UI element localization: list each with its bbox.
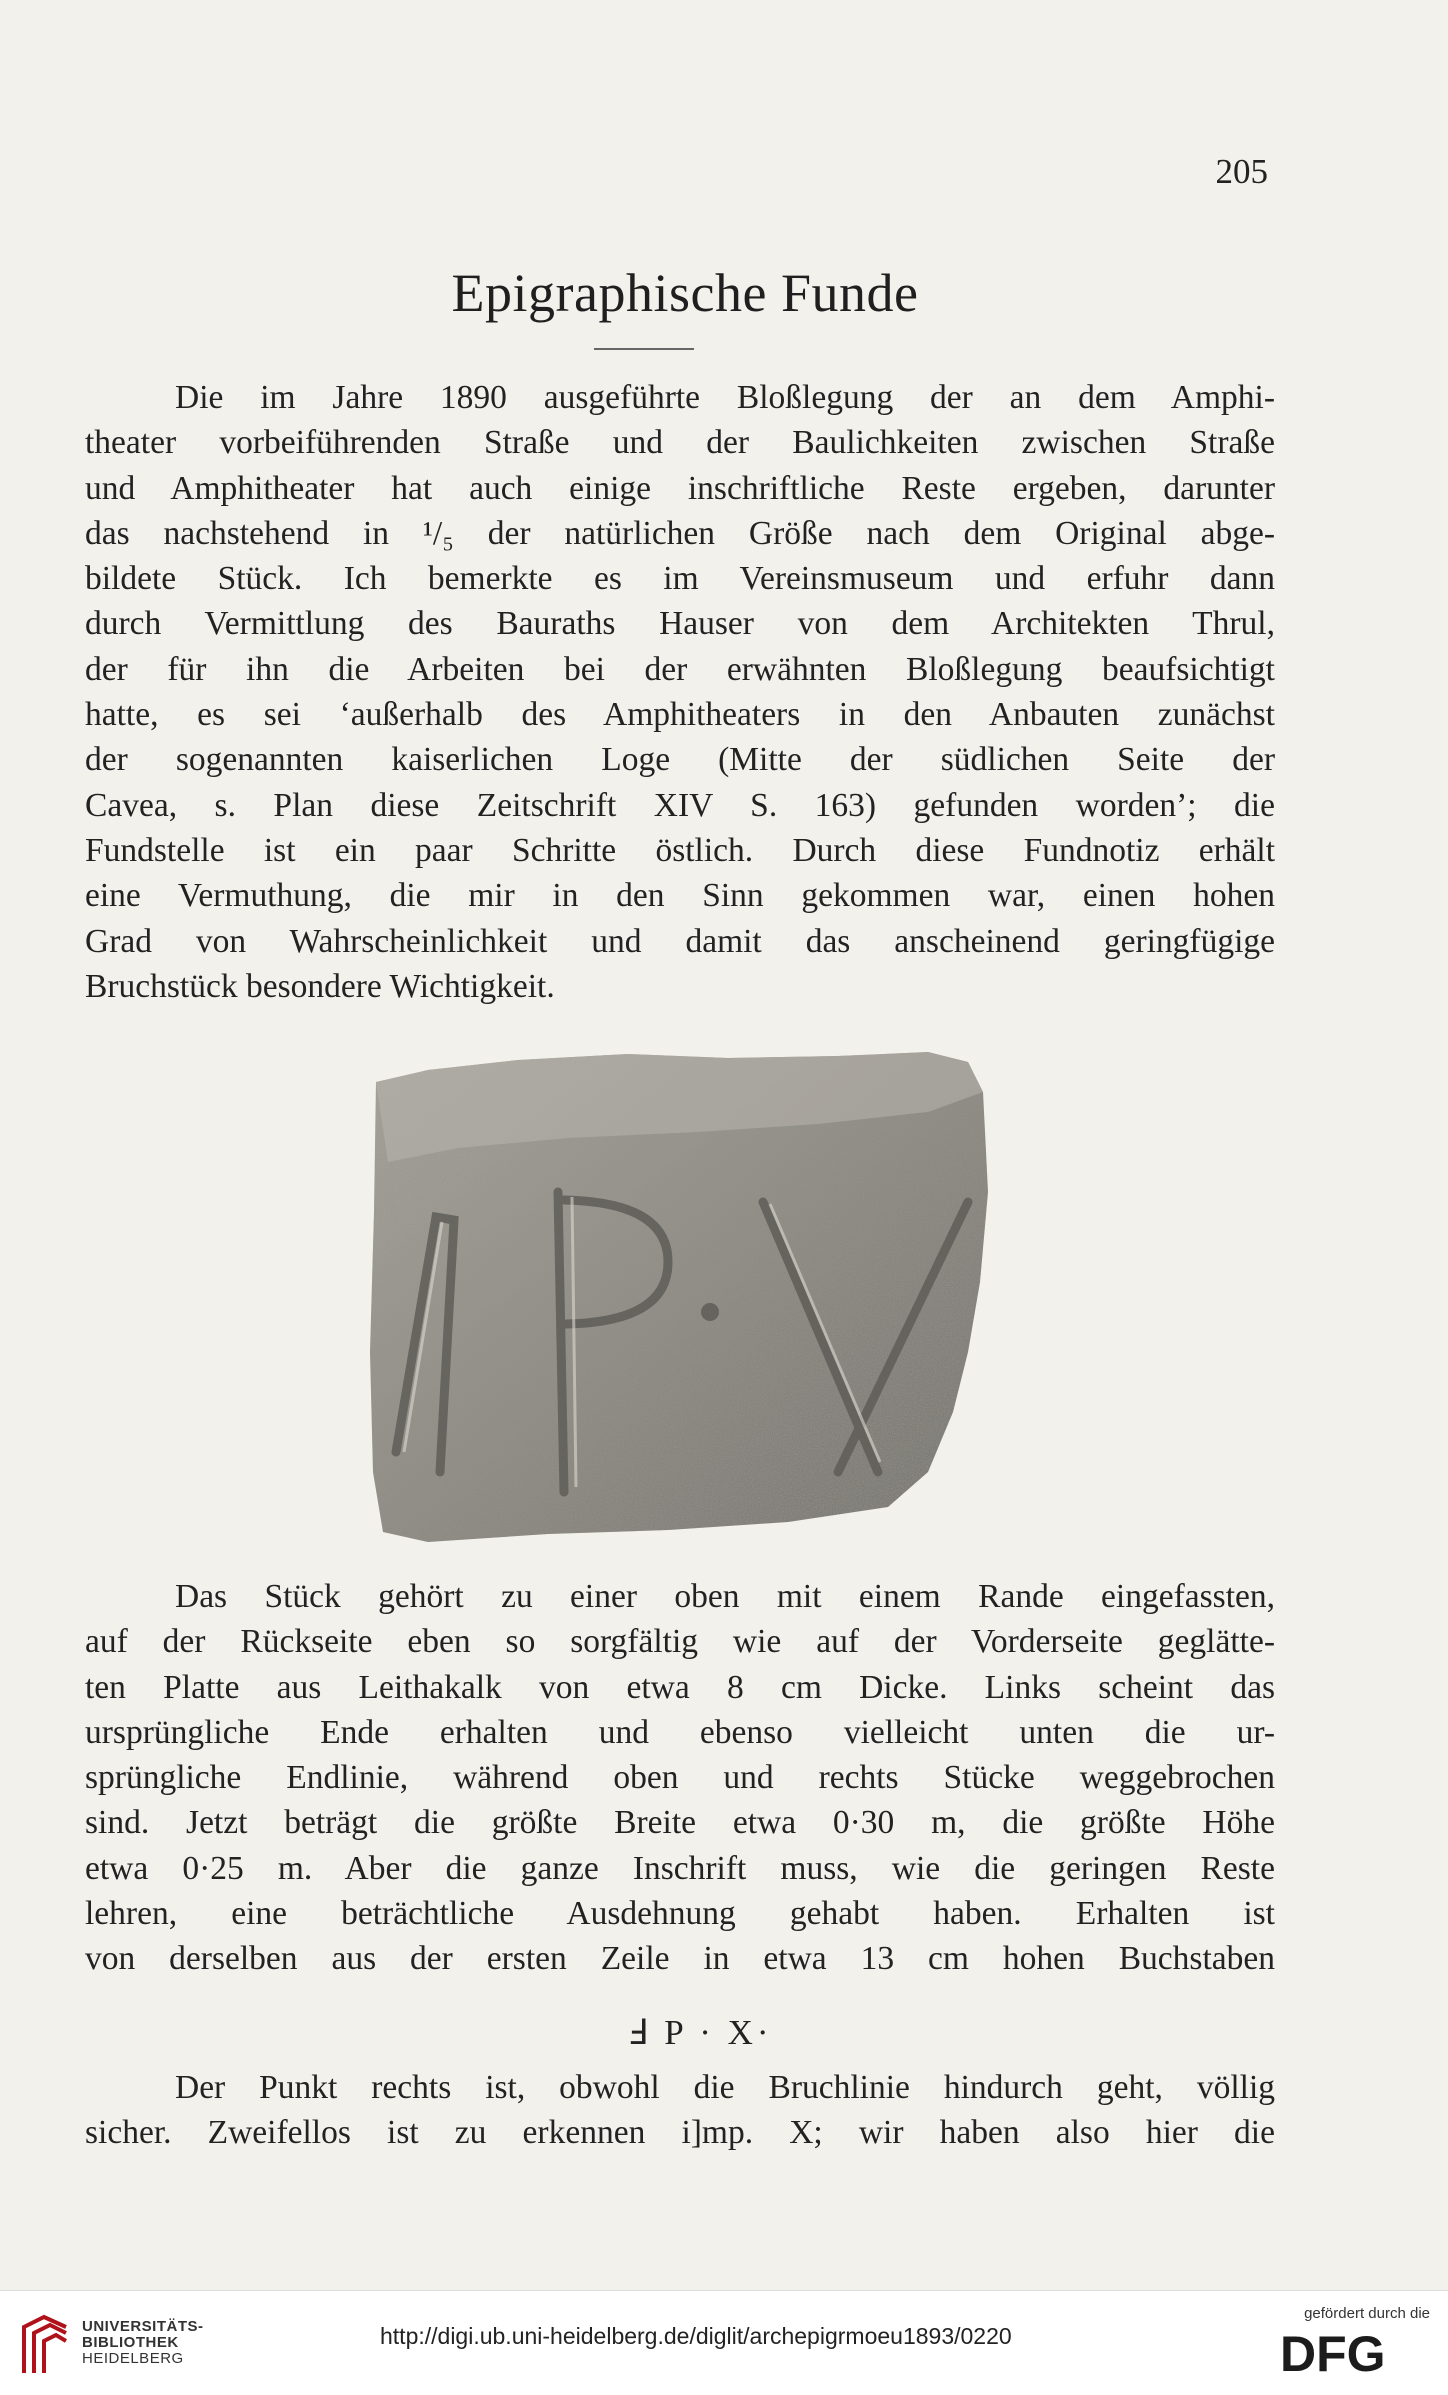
text-line: der für ihn die Arbeiten bei der erwähnten Bloßlegung beaufsichtigt	[85, 650, 1275, 688]
inscription-transcription: Ⅎ P · X·	[627, 2013, 773, 2052]
university-library-logo-icon	[14, 2313, 76, 2379]
text-line: Cavea, s. Plan diese Zeitschrift XIV S. 163) gefunden worden’; die	[85, 786, 1275, 824]
dfg-logo-icon	[1280, 2327, 1430, 2377]
text-line: Die im Jahre 1890 ausgeführte Bloßlegung der an dem Amphi-	[175, 379, 1275, 416]
text-line: das nachstehend in ¹/₅ der natürlichen Größe nach dem Original abge-	[85, 514, 1275, 552]
text-line: durch Vermittlung des Bauraths Hauser von dem Architekten Thrul,	[85, 605, 1275, 643]
text-line: ursprüngliche Ende erhalten und ebenso vielleicht unten die ur-	[85, 1713, 1275, 1751]
library-name-line: HEIDELBERG	[82, 2350, 184, 2367]
text-line: Bruchstück besondere Wichtigkeit.	[85, 967, 555, 1005]
title-divider	[594, 348, 694, 350]
text-line: Grad von Wahrscheinlichkeit und damit das anscheinend geringfügige	[85, 922, 1275, 960]
text-line: ten Platte aus Leithakalk von etwa 8 cm Dicke. Links scheint das	[85, 1668, 1275, 1706]
text-line: und Amphitheater hat auch einige inschriftliche Reste ergeben, darunter	[85, 469, 1275, 507]
inscribed-stone-fragment-image	[368, 1052, 993, 1552]
text-line: Der Punkt rechts ist, obwohl die Bruchlinie hindurch geht, völlig	[175, 2069, 1275, 2106]
paragraph-2	[85, 1574, 1275, 1982]
dfg-logo-text: DFG	[1280, 2327, 1386, 2377]
text-line: lehren, eine beträchtliche Ausdehnung gehabt haben. Erhalten ist	[85, 1895, 1275, 1933]
text-line: von derselben aus der ersten Zeile in etwa 13 cm hohen Buchstaben	[85, 1940, 1275, 1978]
library-name-line: BIBLIOTHEK	[82, 2334, 179, 2351]
funding-label: gefördert durch die	[1304, 2305, 1430, 2322]
text-line: Fundstelle ist ein paar Schritte östlich. Durch diese Fundnotiz erhält	[85, 831, 1275, 869]
text-line: hatte, es sei ‘außerhalb des Amphitheaters in den Anbauten zunächst	[85, 696, 1275, 734]
text-line: sicher. Zweifellos ist zu erkennen i]mp. X; wir haben also hier die	[85, 2114, 1275, 2152]
text-line: theater vorbeiführenden Straße und der Baulichkeiten zwischen Straße	[85, 424, 1275, 462]
library-name-line: UNIVERSITÄTS-	[82, 2318, 204, 2335]
footer-bar	[0, 2290, 1448, 2395]
page-number: 205	[1215, 152, 1268, 191]
text-line: eine Vermuthung, die mir in den Sinn gekommen war, einen hohen	[85, 877, 1275, 915]
text-line: Das Stück gehört zu einer oben mit einem Rande eingefassten,	[175, 1578, 1275, 1615]
page-title: Epigraphische Funde	[451, 263, 919, 323]
permalink-url[interactable]: http://digi.ub.uni-heidelberg.de/diglit/archepigrmoeu1893/0220	[380, 2323, 1012, 2349]
library-name	[82, 2319, 204, 2367]
text-line: sind. Jetzt beträgt die größte Breite etwa 0·30 m, die größte Höhe	[85, 1804, 1275, 1842]
text-line: etwa 0·25 m. Aber die ganze Inschrift muss, wie die geringen Reste	[85, 1849, 1275, 1887]
paragraph-1	[85, 375, 1275, 1009]
paragraph-3	[85, 2065, 1275, 2156]
text-line: sprüngliche Endlinie, während oben und rechts Stücke weggebrochen	[85, 1759, 1275, 1797]
text-line: der sogenannten kaiserlichen Loge (Mitte der südlichen Seite der	[85, 741, 1275, 779]
text-line: bildete Stück. Ich bemerkte es im Vereinsmuseum und erfuhr dann	[85, 560, 1275, 598]
text-line: auf der Rückseite eben so sorgfältig wie auf der Vorderseite geglätte-	[85, 1623, 1275, 1661]
